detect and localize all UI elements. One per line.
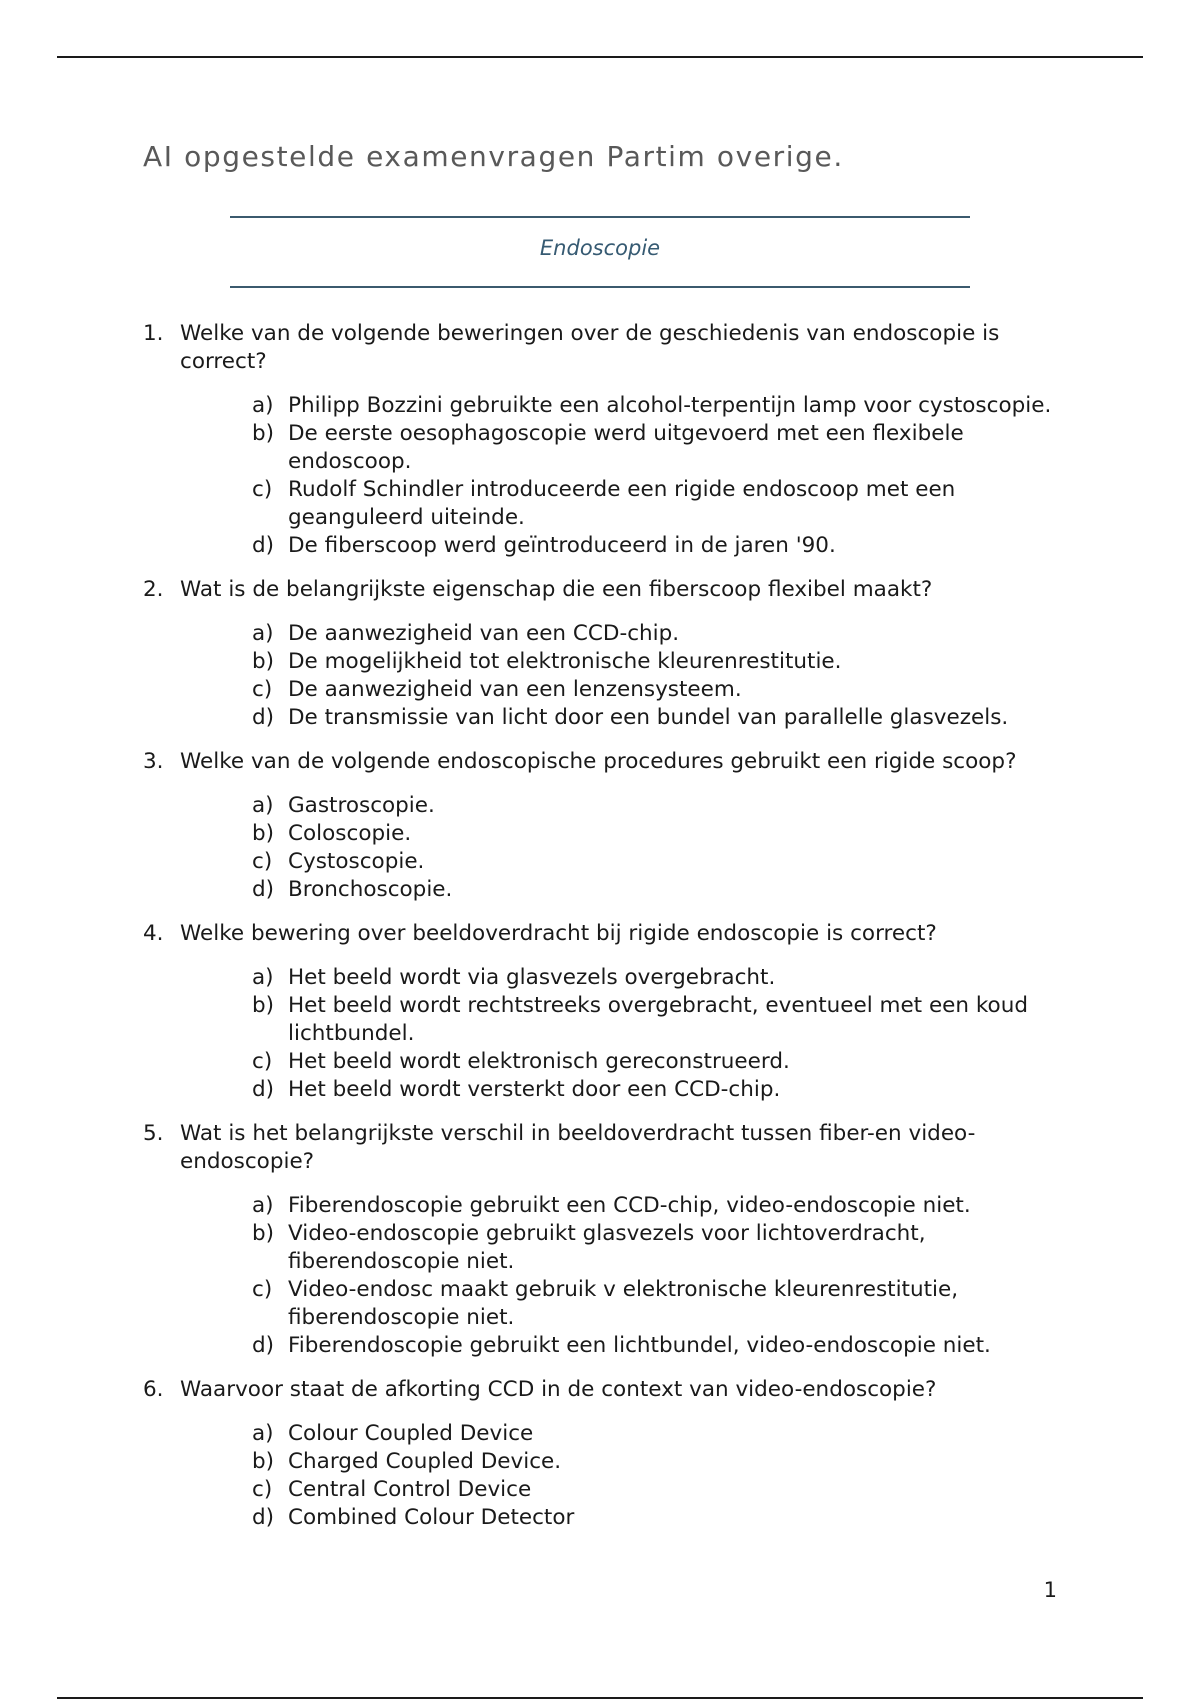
option-text: Gastroscopie. [288,793,435,818]
answer-option [252,964,1063,992]
option-text: Bronchoscopie. [288,877,453,902]
answer-option [252,1420,1063,1448]
document-title: AI opgestelde examenvragen Partim overige. [143,140,844,173]
option-text: Rudolf Schindler introduceerde een rigide endoscoop met een geanguleerd uiteinde. [288,477,956,530]
footer-rule [57,1697,1143,1699]
option-text: De eerste oesophagoscopie werd uitgevoerd met een flexibele endoscoop. [288,421,964,474]
answer-option [252,876,1063,904]
option-text: Video-endoscopie gebruikt glasvezels voor lichtoverdracht, fiberendoscopie niet. [288,1221,926,1274]
option-text: Video-endosc maakt gebruik v elektronische kleurenrestitutie, fiberendoscopie niet. [288,1277,959,1330]
option-letter: c) [252,677,273,702]
option-letter: c) [252,477,273,502]
answer-option [252,1276,1063,1332]
question-number: 1. [143,321,164,346]
option-letter: d) [252,1077,275,1102]
option-text: Coloscopie. [288,821,412,846]
question-item [143,920,1063,1104]
option-letter: d) [252,877,275,902]
question-text: Welke bewering over beeldoverdracht bij rigide endoscopie is correct? [180,921,937,946]
answer-option [252,792,1063,820]
header-rule [57,56,1143,58]
question-item [143,576,1063,732]
option-text: Colour Coupled Device [288,1421,534,1446]
answer-option [252,848,1063,876]
answer-option [252,1048,1063,1076]
answer-option [252,820,1063,848]
answer-options [180,964,1063,1104]
answer-option [252,1476,1063,1504]
section-title: Endoscopie [539,236,661,260]
question-text: Welke van de volgende beweringen over de geschiedenis van endoscopie is correct? [180,321,1000,374]
option-text: Het beeld wordt versterkt door een CCD-chip. [288,1077,781,1102]
option-text: Philipp Bozzini gebruikte een alcohol-terpentijn lamp voor cystoscopie. [288,393,1052,418]
option-letter: a) [252,965,274,990]
answer-option [252,1448,1063,1476]
question-text: Wat is de belangrijkste eigenschap die een fiberscoop flexibel maakt? [180,577,933,602]
question-number: 3. [143,749,164,774]
answer-option [252,1332,1063,1360]
answer-option [252,704,1063,732]
answer-option [252,476,1063,532]
option-text: De transmissie van licht door een bundel van parallelle glasvezels. [288,705,1009,730]
question-number: 5. [143,1121,164,1146]
option-letter: a) [252,1421,274,1446]
option-text: Fiberendoscopie gebruikt een CCD-chip, video-endoscopie niet. [288,1193,971,1218]
answer-option [252,676,1063,704]
answer-option [252,648,1063,676]
question-item [143,320,1063,560]
answer-option [252,532,1063,560]
option-letter: d) [252,1505,275,1530]
answer-option [252,420,1063,476]
option-text: De aanwezigheid van een lenzensysteem. [288,677,742,702]
question-item [143,1376,1063,1532]
option-letter: b) [252,421,275,446]
answer-options [180,392,1063,560]
option-letter: c) [252,1049,273,1074]
answer-options [180,1192,1063,1360]
option-text: Central Control Device [288,1477,532,1502]
answer-option [252,1076,1063,1104]
option-letter: c) [252,1477,273,1502]
option-letter: b) [252,649,275,674]
option-letter: a) [252,793,274,818]
question-number: 4. [143,921,164,946]
option-letter: a) [252,393,274,418]
question-text: Wat is het belangrijkste verschil in beeldoverdracht tussen fiber-en video-endoscopie? [180,1121,976,1174]
option-text: Combined Colour Detector [288,1505,575,1530]
option-letter: a) [252,621,274,646]
answer-option [252,1220,1063,1276]
option-text: Het beeld wordt rechtstreeks overgebracht, eventueel met een koud lichtbundel. [288,993,1028,1046]
option-letter: d) [252,533,275,558]
option-text: Fiberendoscopie gebruikt een lichtbundel, video-endoscopie niet. [288,1333,991,1358]
question-text: Waarvoor staat de afkorting CCD in de context van video-endoscopie? [180,1377,937,1402]
answer-options [180,792,1063,904]
answer-option [252,1192,1063,1220]
answer-option [252,1504,1063,1532]
option-letter: c) [252,1277,273,1302]
option-text: Charged Coupled Device. [288,1449,562,1474]
option-letter: d) [252,1333,275,1358]
option-text: Het beeld wordt elektronisch gereconstrueerd. [288,1049,790,1074]
question-item [143,748,1063,904]
option-letter: b) [252,1221,275,1246]
section-header [230,216,970,288]
option-text: De mogelijkheid tot elektronische kleurenrestitutie. [288,649,842,674]
option-letter: d) [252,705,275,730]
option-letter: a) [252,1193,274,1218]
answer-option [252,620,1063,648]
answer-option [252,392,1063,420]
page-number: 1 [1043,1578,1057,1602]
option-letter: c) [252,849,273,874]
option-letter: b) [252,1449,275,1474]
answer-option [252,992,1063,1048]
question-item [143,1120,1063,1360]
question-list [143,320,1063,1548]
option-text: Cystoscopie. [288,849,425,874]
option-text: Het beeld wordt via glasvezels overgebracht. [288,965,776,990]
option-letter: b) [252,821,275,846]
question-number: 2. [143,577,164,602]
option-text: De fiberscoop werd geïntroduceerd in de jaren '90. [288,533,836,558]
option-letter: b) [252,993,275,1018]
question-text: Welke van de volgende endoscopische procedures gebruikt een rigide scoop? [180,749,1017,774]
answer-options [180,620,1063,732]
question-number: 6. [143,1377,164,1402]
answer-options [180,1420,1063,1532]
option-text: De aanwezigheid van een CCD-chip. [288,621,680,646]
